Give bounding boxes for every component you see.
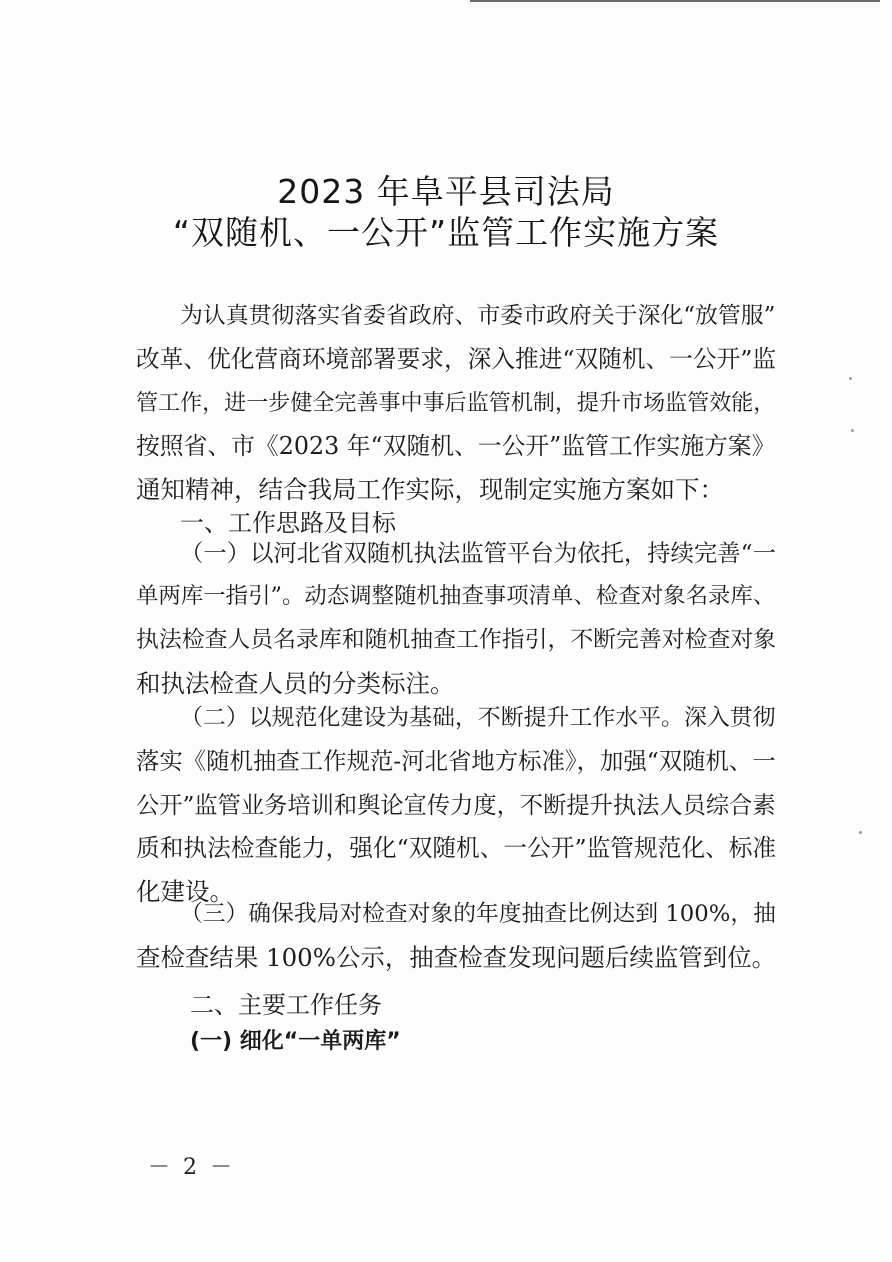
section-2-heading: 二、主要工作任务 [190, 991, 382, 1019]
paragraph-line: 化建设。 [136, 877, 234, 907]
intro-line: 改革、优化营商环境部署要求，深入推进“双随机、一公开”监 [136, 345, 776, 374]
paragraph-line: 查检查结果 100%公示，抽查检查发现问题后续监管到位。 [136, 943, 776, 973]
section-1-heading: 一、工作思路及目标 [180, 509, 396, 537]
page-number: － 2 － [148, 1155, 235, 1180]
document-title-line-1: 2023 年阜平县司法局 [277, 172, 615, 211]
scan-edge-line [470, 0, 880, 2]
scan-speck [849, 377, 852, 380]
document-title-line-2: “双随机、一公开”监管工作实施方案 [172, 213, 720, 252]
paragraph-line: 和执法检查人员的分类标注。 [136, 668, 455, 698]
intro-line: 通知精神，结合我局工作实际，现制定实施方案如下： [136, 475, 724, 505]
section-2-subheading-1: (一) 细化“一单两库” [190, 1029, 401, 1054]
paragraph-line: （三）确保我局对检查对象的年度抽查比例达到 100%，抽 [180, 901, 776, 927]
intro-line: 按照省、市《2023 年“双随机、一公开”监管工作实施方案》 [136, 431, 776, 460]
paragraph-line: 质和执法检查能力，强化“双随机、一公开”监管规范化、标准 [136, 833, 776, 862]
scan-speck [851, 429, 854, 432]
paragraph-line: 落实《随机抽查工作规范-河北省地方标准》，加强“双随机、一 [136, 747, 776, 776]
paragraph-line: 执法检查人员名录库和随机抽查工作指引，不断完善对检查对象 [136, 626, 776, 653]
intro-paragraph [136, 295, 776, 511]
section-1-item-3-paragraph [136, 893, 776, 980]
section-1-item-1-paragraph [136, 532, 776, 705]
paragraph-line: 公开”监管业务培训和舆论宣传力度，不断提升执法人员综合素 [136, 791, 776, 819]
intro-line: 管工作，进一步健全完善事中事后监管机制，提升市场监管效能， [136, 390, 776, 416]
intro-line: 为认真贯彻落实省委省政府、市委市政府关于深化“放管服” [180, 303, 776, 329]
section-1-item-2-paragraph [136, 697, 776, 913]
paragraph-line: （一）以河北省双随机执法监管平台为依托，持续完善“一 [180, 539, 776, 567]
paragraph-line: （二）以规范化建设为基础，不断提升工作水平。深入贯彻 [180, 705, 776, 731]
paragraph-line: 单两库一指引”。动态调整随机抽查事项清单、检查对象名录库、 [136, 583, 776, 610]
scan-speck [859, 831, 862, 834]
